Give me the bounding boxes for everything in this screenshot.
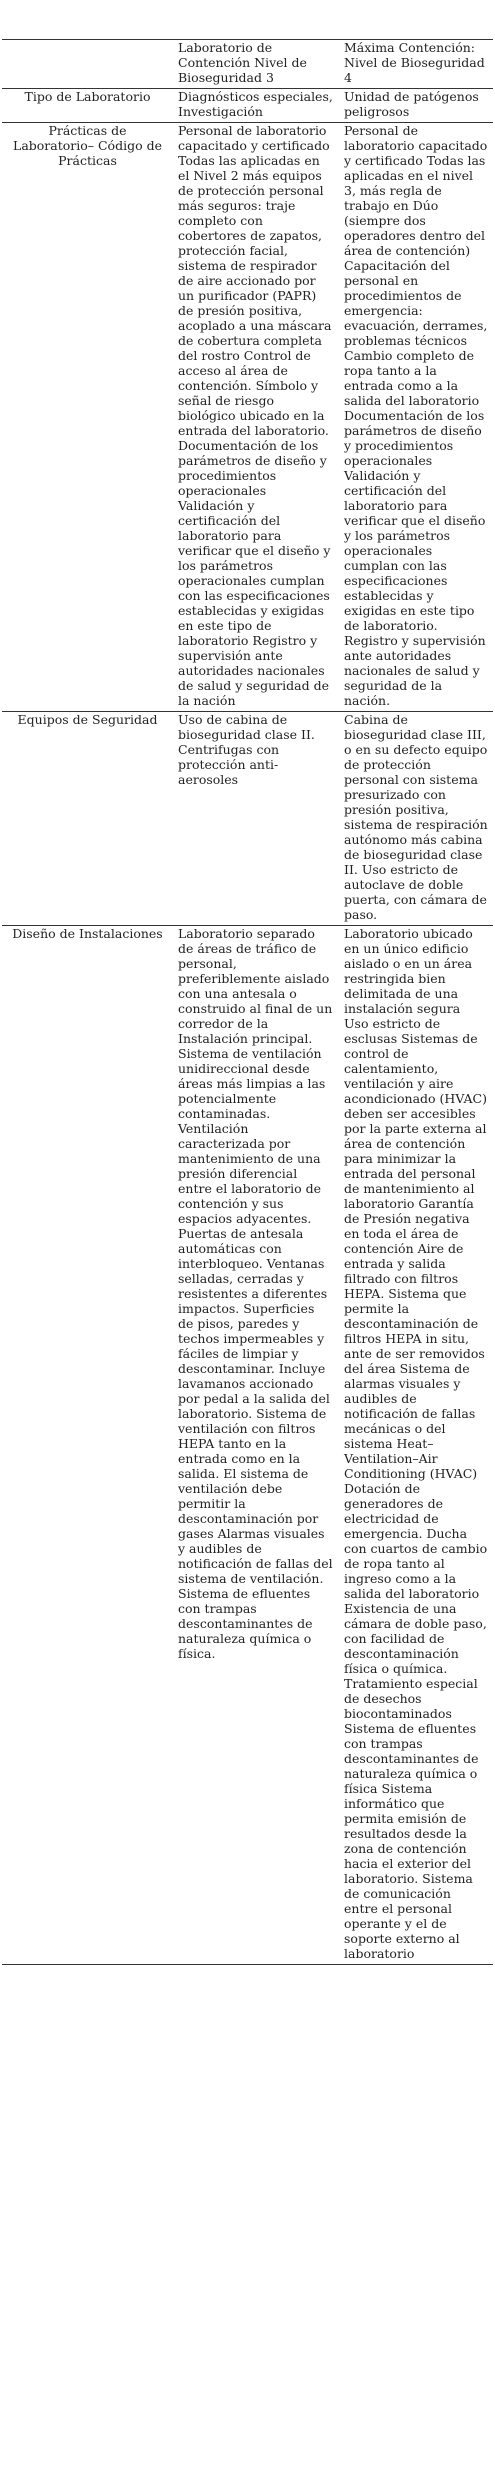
cell-level4-facility-design: Laboratorio ubicado en un único edificio aislado o en un área restringida bien delimitada de una instalación segura Uso estricto de esclusas Sistemas de control de calentamiento, ventilación y aire acondicionado (HVAC) deben ser accesibles por la parte externa al área de contención para minimizar la entrada del personal de mantenimiento al laboratorio Garantía de Presión negativa en toda el área de contención Aire de entrada y salida filtrado con filtros HEPA. Sistema que permite la descontaminación de filtros HEPA in situ, ante de ser removidos del área Sistema de alarmas visuales y audibles de notificación de fallas mecánicas o del sistema Heat–Ventilation–Air Conditioning (HVAC) Dotación de generadores de electricidad de emergencia. Ducha con cuartos de cambio de ropa tanto al ingreso como a la salida del laboratorio Existencia de una cámara de doble paso, con facilidad de descontaminación física o química. Tratamiento especial de desechos biocontaminados Sistema de efluentes con trampas descontaminantes de naturaleza química o física Sistema informático que permita emisión de resultados desde la zona de contención hacia el exterior del laboratorio. Sistema de comunicación entre el personal operante y el de soporte externo al laboratorio xyxy=(338,926,493,1965)
row-label-lab-type: Tipo de Laboratorio xyxy=(2,89,172,123)
cell-level3-practices: Personal de laboratorio capacitado y certificado Todas las aplicadas en el Nivel 2 más equipos de protección personal más seguros: traje completo con cobertores de zapatos, protección facial, sistema de respirador de aire accionado por un purificador (PAPR) de presión positiva, acoplado a una máscara de cobertura completa del rostro Control de acceso al área de contención. Símbolo y señal de riesgo biológico ubicado en la entrada del laboratorio. Documentación de los parámetros de diseño y procedimientos operacionales Validación y certificación del laboratorio para verificar que el diseño y los parámetros operacionales cumplan con las especificaciones establecidas y exigidas en este tipo de laboratorio Registro y supervisión ante autoridades nacionales de salud y seguridad de la nación xyxy=(172,123,338,712)
biosafety-comparison-table xyxy=(2,39,493,1965)
row-label-facility-design: Diseño de Instalaciones xyxy=(2,926,172,1965)
cell-level4-practices: Personal de laboratorio capacitado y certificado Todas las aplicadas en el nivel 3, más regla de trabajo en Dúo (siempre dos operadores dentro del área de contención) Capacitación del personal en procedimientos de emergencia: evacuación, derrames, problemas técnicos Cambio completo de ropa tanto a la entrada como a la salida del laboratorio Documentación de los parámetros de diseño y procedimientos operacionales Validación y certificación del laboratorio para verificar que el diseño y los parámetros operacionales cumplan con las especificaciones establecidas y exigidas en este tipo de laboratorio. Registro y supervisión ante autoridades nacionales de salud y seguridad de la nación. xyxy=(338,123,493,712)
header-cell-empty xyxy=(2,40,172,89)
cell-level3-safety-equipment: Uso de cabina de bioseguridad clase II. Centrifugas con protección anti-aerosoles xyxy=(172,712,338,926)
header-cell-level3: Laboratorio de Contención Nivel de Bioseguridad 3 xyxy=(172,40,338,89)
cell-level4-safety-equipment: Cabina de bioseguridad clase III, o en su defecto equipo de protección personal con sistema presurizado con presión positiva, sistema de respiración autónomo más cabina de bioseguridad clase II. Uso estricto de autoclave de doble puerta, con cámara de paso. xyxy=(338,712,493,926)
cell-level4-lab-type: Unidad de patógenos peligrosos xyxy=(338,89,493,123)
cell-level3-facility-design: Laboratorio separado de áreas de tráfico de personal, preferiblemente aislado con una antesala o construido al final de un corredor de la Instalación principal. Sistema de ventilación unidireccional desde áreas más limpias a las potencialmente contaminadas. Ventilación caracterizada por mantenimiento de una presión diferencial entre el laboratorio de contención y sus espacios adyacentes. Puertas de antesala automáticas con interbloqueo. Ventanas selladas, cerradas y resistentes a diferentes impactos. Superficies de pisos, paredes y techos impermeables y fáciles de limpiar y descontaminar. Incluye lavamanos accionado por pedal a la salida del laboratorio. Sistema de ventilación con filtros HEPA tanto en la entrada como en la salida. El sistema de ventilación debe permitir la descontaminación por gases Alarmas visuales y audibles de notificación de fallas del sistema de ventilación. Sistema de efluentes con trampas descontaminantes de naturaleza química o física. xyxy=(172,926,338,1965)
row-label-safety-equipment: Equipos de Seguridad xyxy=(2,712,172,926)
table-row-facility-design xyxy=(2,926,493,1965)
row-label-practices: Prácticas de Laboratorio– Código de Prácticas xyxy=(2,123,172,712)
table-row-practices xyxy=(2,123,493,712)
table-header-row xyxy=(2,40,493,89)
cell-level3-lab-type: Diagnósticos especiales, Investigación xyxy=(172,89,338,123)
table-row-safety-equipment xyxy=(2,712,493,926)
table-row-lab-type xyxy=(2,89,493,123)
header-cell-level4: Máxima Contención: Nivel de Bioseguridad 4 xyxy=(338,40,493,89)
